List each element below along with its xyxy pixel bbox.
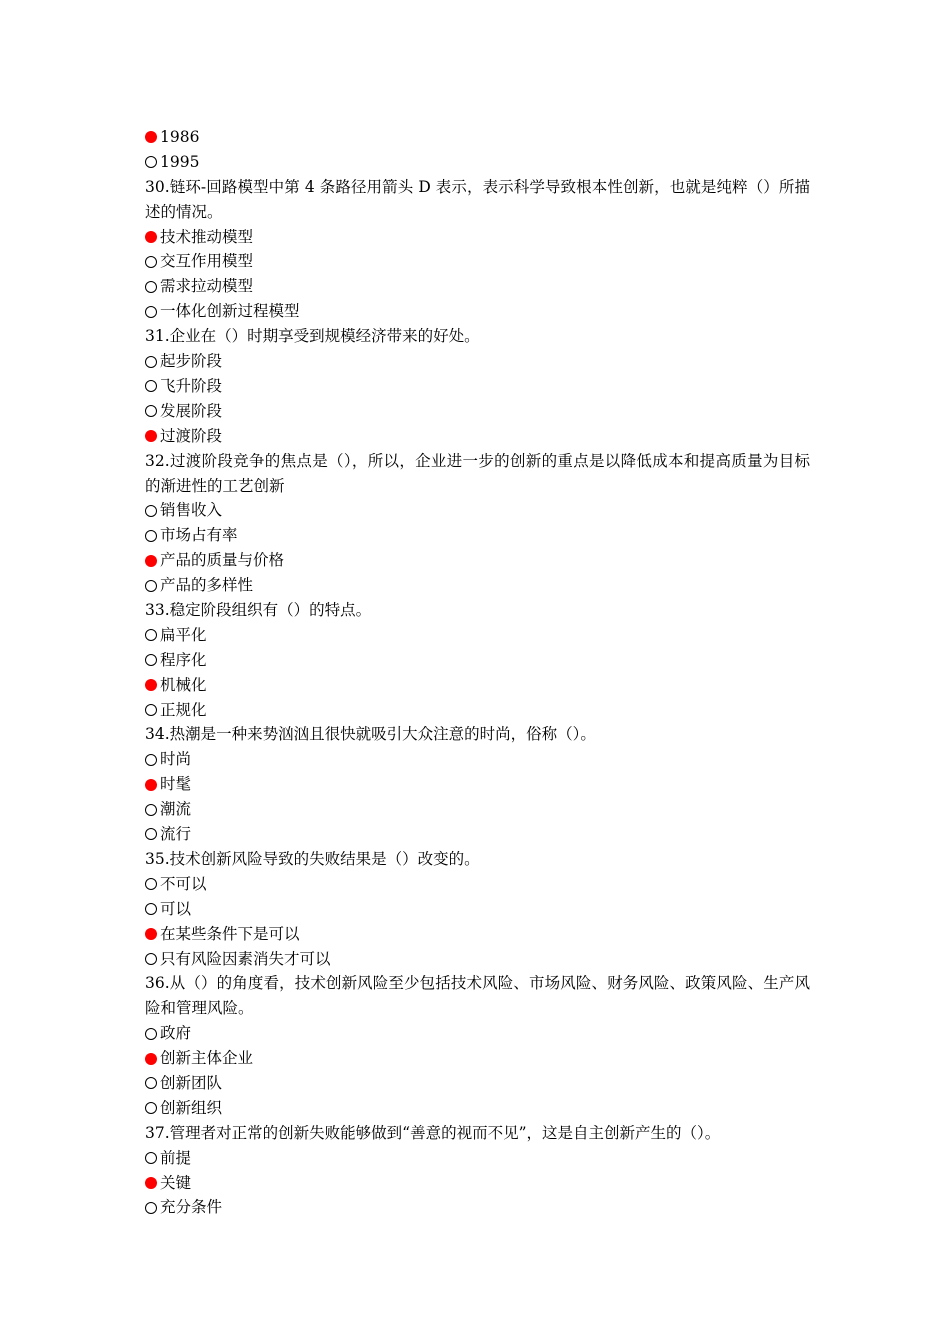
answer-option [145,1071,810,1096]
filled-red-circle-icon [145,1053,157,1065]
answer-option-selected [145,125,810,150]
option-label: 潮流 [160,800,192,819]
answer-option [145,623,810,648]
filled-red-circle-icon [145,131,157,143]
hollow-circle-icon [145,1077,157,1089]
option-label: 1995 [160,152,200,171]
option-label: 飞升阶段 [160,376,223,395]
answer-option-selected [145,548,810,573]
answer-option-selected [145,922,810,947]
filled-red-circle-icon [145,679,157,691]
hollow-circle-icon [145,281,157,293]
question-text: 31.企业在（）时期享受到规模经济带来的好处。 [145,327,480,346]
option-label: 技术推动模型 [160,227,254,246]
option-label: 机械化 [160,675,207,694]
option-label: 1986 [160,128,200,146]
option-label: 只有风险因素消失才可以 [160,949,331,968]
hollow-circle-icon [145,629,157,641]
filled-red-circle-icon [145,1177,157,1189]
answer-option [145,249,810,274]
option-label: 充分条件 [160,1198,223,1217]
question-text: 37.管理者对正常的创新失败能够做到“善意的视而不见”，这是自主创新产生的（）。 [145,1123,721,1142]
answer-option [145,648,810,673]
answer-option [145,573,810,598]
option-label: 创新主体企业 [160,1049,254,1068]
hollow-circle-icon [145,654,157,666]
option-label: 时髦 [160,775,192,794]
option-label: 可以 [160,899,192,918]
hollow-circle-icon [145,156,157,168]
option-label: 创新组织 [160,1098,223,1117]
option-label: 程序化 [160,650,207,669]
option-label: 关键 [160,1173,192,1192]
answer-option-selected [145,772,810,797]
option-label: 产品的多样性 [160,576,254,595]
answer-option [145,747,810,772]
option-label: 发展阶段 [160,401,223,420]
option-label: 在某些条件下是可以 [160,924,300,943]
answer-option [145,872,810,897]
hollow-circle-icon [145,1202,157,1214]
option-label: 不可以 [160,874,207,893]
question-text: 36.从（）的角度看，技术创新风险至少包括技术风险、市场风险、财务风险、政策风险、生产风险和管理风险。 [145,974,810,1018]
hollow-circle-icon [145,580,157,592]
answer-option-selected [145,424,810,449]
hollow-circle-icon [145,505,157,517]
hollow-circle-icon [145,405,157,417]
question-text: 33.稳定阶段组织有（）的特点。 [145,601,372,619]
answer-option [145,1195,810,1220]
option-label: 起步阶段 [160,352,223,371]
filled-red-circle-icon [145,555,157,567]
option-label: 创新团队 [160,1074,223,1092]
answer-option-selected [145,1171,810,1196]
filled-red-circle-icon [145,928,157,940]
hollow-circle-icon [145,903,157,915]
answer-option [145,797,810,822]
answer-option [145,1021,810,1046]
answer-option [145,1096,810,1121]
hollow-circle-icon [145,1102,157,1114]
option-label: 过渡阶段 [160,426,223,445]
answer-option [145,523,810,548]
hollow-circle-icon [145,1028,157,1040]
option-label: 销售收入 [160,501,223,520]
answer-option [145,399,810,424]
answer-option [145,698,810,723]
option-label: 市场占有率 [160,526,238,545]
hollow-circle-icon [145,1152,157,1164]
option-label: 产品的质量与价格 [160,551,285,570]
answer-option [145,374,810,399]
hollow-circle-icon [145,953,157,965]
answer-option [145,822,810,847]
option-label: 政府 [160,1024,192,1043]
option-label: 流行 [160,825,192,844]
question-text: 32.过渡阶段竞争的焦点是（），所以，企业进一步的创新的重点是以降低成本和提高质量为目标的渐进性的工艺创新 [145,451,810,495]
question-text: 30.链环-回路模型中第 4 条路径用箭头 D 表示，表示科学导致根本性创新，也就是纯粹（）所描述的情况。 [145,177,810,221]
option-label: 正规化 [160,700,207,719]
answer-option [145,150,810,175]
hollow-circle-icon [145,804,157,816]
answer-option [145,349,810,374]
filled-red-circle-icon [145,430,157,442]
hollow-circle-icon [145,256,157,268]
hollow-circle-icon [145,356,157,368]
hollow-circle-icon [145,754,157,766]
hollow-circle-icon [145,704,157,716]
option-label: 一体化创新过程模型 [160,302,300,321]
hollow-circle-icon [145,380,157,392]
answer-option [145,897,810,922]
answer-option [145,1146,810,1171]
answer-option [145,299,810,324]
hollow-circle-icon [145,878,157,890]
option-label: 时尚 [160,750,192,769]
option-label: 前提 [160,1148,192,1167]
question-text: 35.技术创新风险导致的失败结果是（）改变的。 [145,849,480,868]
option-label: 交互作用模型 [160,252,254,271]
option-label: 扁平化 [160,625,207,644]
hollow-circle-icon [145,828,157,840]
hollow-circle-icon [145,306,157,318]
answer-option-selected [145,673,810,698]
filled-red-circle-icon [145,779,157,791]
option-label: 需求拉动模型 [160,277,254,296]
answer-option [145,498,810,523]
filled-red-circle-icon [145,231,157,243]
answer-option-selected [145,1046,810,1071]
answer-option [145,274,810,299]
answer-option-selected [145,225,810,250]
answer-option [145,947,810,972]
question-text: 34.热潮是一种来势汹汹且很快就吸引大众注意的时尚，俗称（）。 [145,725,596,744]
hollow-circle-icon [145,530,157,542]
document-page [145,125,810,1220]
